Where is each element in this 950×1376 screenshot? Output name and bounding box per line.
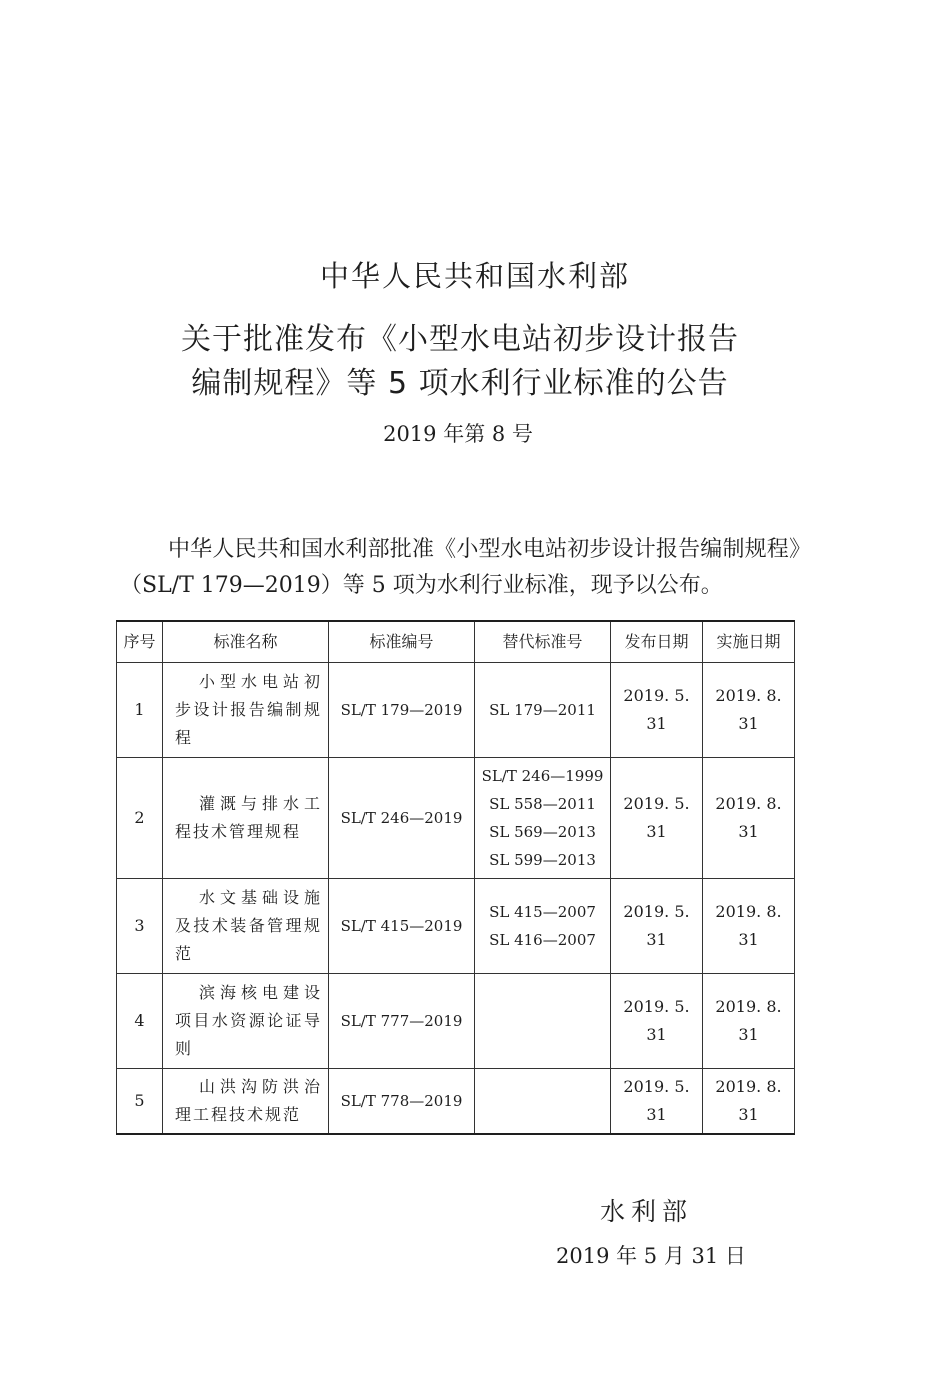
cell-standard-code: SL/T 777—2019 bbox=[329, 974, 475, 1069]
cell-replaced-code bbox=[475, 758, 611, 879]
table-row bbox=[117, 1069, 795, 1135]
table-row bbox=[117, 758, 795, 879]
cell-replaced-code bbox=[475, 879, 611, 974]
cell-effective-date: 2019. 8. 31 bbox=[703, 663, 795, 758]
replaced-code-item: SL 416—2007 bbox=[489, 931, 596, 949]
cell-standard-code: SL/T 246—2019 bbox=[329, 758, 475, 879]
standard-name-text: 滨海核电建设项目水资源论证导则 bbox=[175, 983, 322, 1058]
cell-standard-name bbox=[163, 758, 329, 879]
cell-standard-name bbox=[163, 879, 329, 974]
cell-seq: 5 bbox=[117, 1069, 163, 1135]
cell-publish-date: 2019. 5. 31 bbox=[611, 879, 703, 974]
table-header-row bbox=[117, 621, 795, 663]
standard-name-text: 灌溉与排水工程技术管理规程 bbox=[175, 794, 322, 841]
cell-standard-code: SL/T 179—2019 bbox=[329, 663, 475, 758]
header-replaced-code: 替代标准号 bbox=[475, 621, 611, 663]
standard-name-text: 水文基础设施及技术装备管理规范 bbox=[175, 888, 322, 963]
cell-standard-name bbox=[163, 663, 329, 758]
table-row bbox=[117, 879, 795, 974]
replaced-code-item: SL 599—2013 bbox=[489, 851, 596, 869]
cell-seq: 3 bbox=[117, 879, 163, 974]
cell-seq: 1 bbox=[117, 663, 163, 758]
replaced-code-item: SL 558—2011 bbox=[489, 795, 596, 813]
table-body bbox=[117, 663, 795, 1135]
cell-replaced-code bbox=[475, 663, 611, 758]
header-standard-name: 标准名称 bbox=[163, 621, 329, 663]
cell-effective-date: 2019. 8. 31 bbox=[703, 758, 795, 879]
cell-effective-date: 2019. 8. 31 bbox=[703, 974, 795, 1069]
replaced-code-item: SL/T 246—1999 bbox=[481, 767, 604, 785]
cell-replaced-code bbox=[475, 1069, 611, 1135]
cell-publish-date: 2019. 5. 31 bbox=[611, 1069, 703, 1135]
cell-effective-date: 2019. 8. 31 bbox=[703, 1069, 795, 1135]
cell-standard-code: SL/T 778—2019 bbox=[329, 1069, 475, 1135]
standards-table bbox=[116, 620, 795, 1135]
replaced-code-item: SL 179—2011 bbox=[489, 701, 596, 719]
standard-name-text: 山洪沟防洪治理工程技术规范 bbox=[175, 1077, 322, 1124]
cell-publish-date: 2019. 5. 31 bbox=[611, 758, 703, 879]
cell-publish-date: 2019. 5. 31 bbox=[611, 663, 703, 758]
cell-replaced-code bbox=[475, 974, 611, 1069]
header-standard-code: 标准编号 bbox=[329, 621, 475, 663]
cell-seq: 2 bbox=[117, 758, 163, 879]
table-row bbox=[117, 663, 795, 758]
cell-standard-code: SL/T 415—2019 bbox=[329, 879, 475, 974]
document-number: 2019 年第 8 号 bbox=[383, 422, 533, 446]
table-row bbox=[117, 974, 795, 1069]
header-publish-date: 发布日期 bbox=[611, 621, 703, 663]
header-effective-date: 实施日期 bbox=[703, 621, 795, 663]
cell-publish-date: 2019. 5. 31 bbox=[611, 974, 703, 1069]
replaced-code-item: SL 415—2007 bbox=[489, 903, 596, 921]
cell-effective-date: 2019. 8. 31 bbox=[703, 879, 795, 974]
replaced-code-item: SL 569—2013 bbox=[489, 823, 596, 841]
signature-date bbox=[556, 1240, 746, 1270]
standard-name-text: 小型水电站初步设计报告编制规程 bbox=[175, 672, 322, 747]
header-seq: 序号 bbox=[117, 621, 163, 663]
cell-standard-name bbox=[163, 974, 329, 1069]
issuing-ministry: 中华人民共和国水利部 bbox=[319, 259, 630, 293]
announcement-title-line-1: 关于批准发布《小型水电站初步设计报告 bbox=[181, 322, 739, 357]
signature-date-text: 2019 年 5 月 31 日 bbox=[556, 1244, 746, 1268]
announcement-title-line-2: 编制规程》等 5 项水利行业标准的公告 bbox=[191, 366, 729, 401]
cell-seq: 4 bbox=[117, 974, 163, 1069]
cell-standard-name bbox=[163, 1069, 329, 1135]
intro-paragraph: 中华人民共和国水利部批准《小型水电站初步设计报告编制规程》（SL/T 179—2019）等 5 项为水利行业标准，现予以公布。 bbox=[120, 537, 800, 598]
signature: 水利部 bbox=[600, 1197, 694, 1226]
